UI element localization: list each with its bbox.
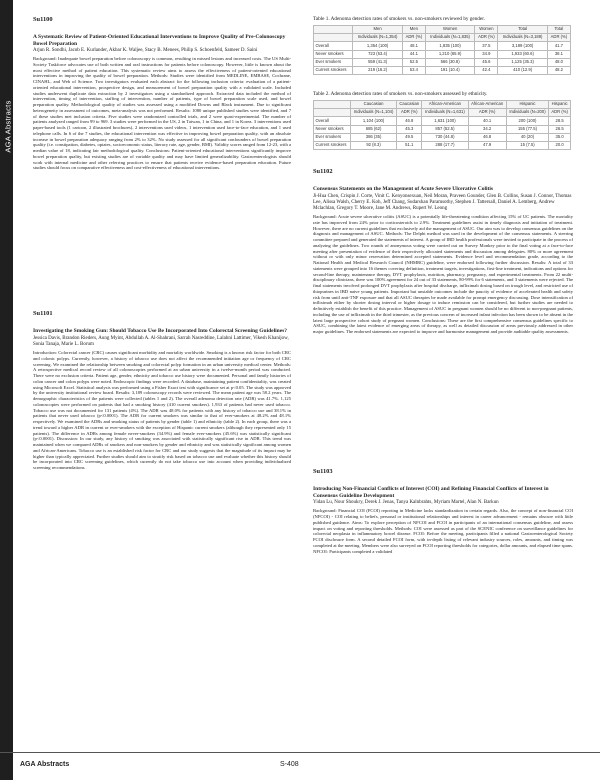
table-header-cell: Hispanic xyxy=(506,101,549,109)
table-header-cell: Men xyxy=(402,26,425,34)
table-header-cell xyxy=(314,109,351,117)
table-cell: Ever smokers xyxy=(314,133,351,141)
table-row xyxy=(314,125,571,133)
table-cell: 857 (52.5) xyxy=(422,125,468,133)
table-cell: Overall xyxy=(314,42,353,50)
table-cell: 41.7 xyxy=(547,42,570,50)
table-header-cell: African-American xyxy=(422,101,468,109)
table-cell: Overall xyxy=(314,117,351,125)
table-cell: 52.5 xyxy=(402,58,425,66)
table-row xyxy=(314,117,571,125)
page-footer xyxy=(0,752,600,781)
table-cell: 45.3 xyxy=(397,125,422,133)
table-2 xyxy=(313,100,571,150)
table-cell: Current smokers xyxy=(314,141,351,149)
table-cell: 53.4 xyxy=(402,66,425,74)
table-row xyxy=(314,141,571,149)
table-cell: 51.1 xyxy=(397,141,422,149)
table-header-cell: Individuals (N=3,189) xyxy=(498,34,547,42)
table-header-cell: Individuals (N=200) xyxy=(506,109,549,117)
table-cell: 48.2 xyxy=(547,66,570,74)
table-header-cell: ADR (%) xyxy=(549,109,571,117)
table-cell: 1,104 (100) xyxy=(350,117,396,125)
table-header-cell: Total xyxy=(498,26,547,34)
table-cell: 45.6 xyxy=(475,58,498,66)
table-1 xyxy=(313,25,571,75)
table-cell: 47.9 xyxy=(468,141,506,149)
table-cell: 410 (12.9) xyxy=(498,66,547,74)
abstract-title: A Systematic Review of Patient-Oriented Educational Interventions to Improve Quality of Pre-Colonoscopy Bowel Preparation xyxy=(33,34,286,47)
table-row xyxy=(314,66,571,74)
table-header-cell: Women xyxy=(425,26,474,34)
table-header-cell: Individuals (N=1,631) xyxy=(422,109,468,117)
table-header-cell: Individuals (N=1,354) xyxy=(353,34,402,42)
table-subheader-row xyxy=(314,34,571,42)
table-cell: Never smokers xyxy=(314,50,353,58)
table-cell: 34.2 xyxy=(468,125,506,133)
abstract-body: Introduction: Colorectal cancer (CRC) causes significant morbidity and mortality worldwide. Smoking is a known risk factor for both CRC and colonic polyps. Currently, however, a history of tobacco use does not affect the recommended initiation age or frequency of CRC screening. We examined the relationship between smoking and colorectal polyp formation in an urban university medical center. Methods: A retrospective medical record review of all colonoscopies performed at an urban university in a twelve-month period was conducted. There were no exclusion criteria. Patient age, gender, ethnicity and tobacco use history were documented. Personal and family histories of colon cancer and colon polyps were noted. Endoscopic findings were recorded. A database, maintaining patient confidentiality, was created using Microsoft Excel. Statistical analysis was performed using a Fisher Exact test with significance set at p<0.05. The study was approved by the university institutional review board. Results: 3,189 colonoscopy records were reviewed. The mean patient age was 58.2 years. The demographic characteristics of the patients were collected (tables 1 and 2). The overall adenoma detection rate (ADR) was 41.7%. 1,125 colonoscopies were performed on patients that had a smoking history (410 current smokers). 1,933 of patients had never used tobacco. Tobacco use was not documented for 131 patients (4%). The ADR was 48.0% for patients with any history of tobacco use and 38.1% in patients that never used tobacco (p<0.0001). The ADR for current smokers was similar to that of ever-smokers at 48.2% and 48.1% respectively. We examined the ADRs and smoking status of patients by gender (table 1) and ethnicity (table 2). In each group, there was a trend toward a higher ADR in current or ever-smokers with the exception of Hispanic current smokers (although they represented only 15 patients). The difference in ADRs among female never-smokers (34.9%) and female ever-smokers (45.6%) was statistically significant (p<0.0001). Discussion: In our study, any history of smoking was associated with statistically significant rise in ADR. This trend was maintained when we compared ADRs of smokers and non-smokers by gender and ethnicity and was statistically significant among women and African-Americans. Tobacco use is an established risk factor for CRC and our study suggests that the magnitude of its impact may be higher than typically appreciated. Further studies should aim to stratify risk based on tobacco use and evaluate whether this history should be incorporated into CRC screening guidelines, which currently do not take tobacco use into account when providing individualized screening recommendations. xyxy=(33,350,291,471)
abstract-body: Background: Inadequate bowel preparation before colonoscopy is common, resulting in missed lesions and increased costs. The US Multi-Society Taskforce advocates use of both written and oral instructions for patients before colonoscopy. However, little is known about the most effective method of patient education. This systematic review aims to assess the effectiveness of patient-oriented educational interventions in improving the quality of bowel preparation. Methods: Studies were identified from MEDLINE, EMBASE, Cochrane, CINAHL, and Web of Science. Two investigators evaluated each abstract for the following inclusion criteria: evaluation of a patient-oriented educational intervention, prospective design, and measurement of bowel preparation quality with a validated scale. Included studies underwent duplicate data extraction by 2 investigators using a standardized approach. Extracted data included the method of intervention, timing of intervention, staffing of intervention, number of patients, type of bowel preparation scale used, and bowel preparation quality. Methodological quality of studies was assessed using a modified Downs and Black instrument. Due to significant heterogeneity in assessment of outcomes, meta-analysis was not performed. Results: 1080 unique published studies were identified, and 7 of these studies met inclusion criteria. Five studies were randomized controlled trials, and 2 were quasi-experimental. The number of patients analyzed ranged from 99 to 969. 3 studies were performed in the US, 2 in Taiwan, 1 in China, and 1 in Korea. 3 interventions used paper-based tools (1 cartoon, 2 illustrated brochures), 2 interventions used videos, 1 intervention used face-to-face education, and 1 used telephone calls. In 6 of the 7 studies, the educational intervention was effective in improving bowel preparation quality, with an absolute increase in bowel preparation adequacy ranging from 2% to 32%. No study assessed for all significant confounders of bowel preparation quality (i.e. constipation, diabetes, opiates, socioeconomic status, literacy rate, age, gender, BMI). Validity scores ranged from 12-23, with a median value of 18, indicating fair methodological quality. Conclusions: Patient-oriented educational interventions significantly improve bowel preparation quality, but existing studies are of variable quality and may have limited generalizability. Gastroenterologists should work with internal medicine and other referring practices to ensure that patients receive evidence-based preparation education. Future studies should focus on comparative effectiveness and cost-effectiveness of educational interventions. xyxy=(33,56,291,171)
table-header-cell: ADR (%) xyxy=(402,34,425,42)
table-cell: 1,933 (60.6) xyxy=(498,50,547,58)
table-cell: 48.0 xyxy=(547,58,570,66)
table-header-cell: ADR (%) xyxy=(397,109,422,117)
table-header-cell: Individuals (N=1,835) xyxy=(425,34,474,42)
abstract-authors: Jessica Davis, Brandon Rieders, Aung Myint, Abdullah A. Al-Shahrani, Sarrah Nasreddine, Lalahni Lattimer, Vikesh Khanijow, Sonia Tanaja, Marie L. Borum xyxy=(33,335,289,347)
table-cell: 40.1 xyxy=(468,117,506,125)
table-cell: 1,835 (100) xyxy=(425,42,474,50)
table-cell: 44.1 xyxy=(402,50,425,58)
table-cell: 26.5 xyxy=(549,125,571,133)
table-header-cell: ADR (%) xyxy=(547,34,570,42)
table-header-cell: Men xyxy=(353,26,402,34)
footer-journal: AGA Abstracts xyxy=(20,761,70,768)
abstract-id: Su1103 xyxy=(313,468,333,476)
table-cell: 46.8 xyxy=(397,117,422,125)
table-cell: 191 (10.4) xyxy=(425,66,474,74)
table-cell: 34.9 xyxy=(475,50,498,58)
sidebar xyxy=(0,0,13,780)
table-cell: 386 (35) xyxy=(350,133,396,141)
table-cell: 200 (100) xyxy=(506,117,549,125)
abstract-id: Su1100 xyxy=(33,16,53,23)
table-cell: 1,210 (65.9) xyxy=(425,50,474,58)
abstract-authors: Arjun R. Sondhi, Jacob E. Kurlander, Akbar K. Waljee, Stacy B. Menees, Philip S. Schoenfeld, Sameer D. Saini xyxy=(33,48,258,53)
table-cell: 38.1 xyxy=(547,50,570,58)
table-cell: 46.8 xyxy=(468,133,506,141)
table-header-cell: African-American xyxy=(468,101,506,109)
table-row xyxy=(314,42,571,50)
table-cell: 35.0 xyxy=(549,133,571,141)
table-cell: 723 (53.4) xyxy=(353,50,402,58)
table-row xyxy=(314,133,571,141)
right-column xyxy=(313,16,573,620)
sidebar-label: AGA Abstracts xyxy=(3,100,13,153)
table-cell: 49.5 xyxy=(397,133,422,141)
table-cell: 15 (7.5) xyxy=(506,141,549,149)
table-cell: 1,354 (100) xyxy=(353,42,402,50)
table-cell: 20.0 xyxy=(549,141,571,149)
abstract-authors: Ji-Hua Chen, Crispin J. Corte, Vinit C. Kenyonsexuan, Neil Moran, Praveen Gounder, Glen B. Collins, Susan J. Connor, Thomas Lee, Alissa Walsh, Cherry E. Koh, Jeff Chang, Sudarshan Paramsothy, Stephen J. Tattersall, Daniel A. Lemberg, Andrew Mclachlan, Gregory T. Moore, Jane M. Andrews, Rupert W. Leong xyxy=(313,193,572,211)
table-header-cell: Women xyxy=(475,26,498,34)
table-cell: 48.1 xyxy=(402,42,425,50)
table-header-cell: Caucasian xyxy=(397,101,422,109)
table-cell: Current smokers xyxy=(314,66,353,74)
table-cell: 1,631 (100) xyxy=(422,117,468,125)
table-cell: 730 (44.8) xyxy=(422,133,468,141)
table-header-row xyxy=(314,26,571,34)
table-cell: 37.5 xyxy=(475,42,498,50)
abstract-body: Background: Acute severe ulcerative colitis (ASUC) is a potentially life-threatening condition affecting 15% of UC patients. The mortality rate has improved from 24% prior to corticosteroids to 2.9%. Treatment guidelines assist in timely diagnosis and initiation of treatment. However, there are no current guidelines that exclusively aid the management of ASUC. Our aim was to develop consensus guidelines on the diagnosis and management of ASUC. Methods: The Delphi method was used in the development of the consensus statements. A steering committee prepared and generated the statements of interest. A group of IBD health professionals were invited to participate in the process of analyzing the guidelines. Two rounds of anonymous voting were carried out on Survey Monkey prior to the final voting at a face-to-face meeting after presentation of evidence of their respectively allocated statements and discussion among delegates. 80% or more agreement without or with only minor reservation determined accepted statements. Evidence level and recommendation grade, according to the National Health and Medical Research Council (NHMRC) guideline, were endorsed following further discussion. Results: A total of 33 statements were grouped into 16 themes covering definition, treatment targets, investigations, first-line treatment, indications and options for second-line therapy, maintenance therapy, DVT prophylaxis, nutrition, pharmacy, pregnancy, and experimental treatments. From 22 multi-disciplinary clinicians, there was 100% agreement for 24 out of 33 statements, 80-99% for 6 statements, and 3 statements were rejected. The final statements involved prolonged DVT prophylaxis after hospital discharge, infliximab dosing based on trough level, and restricted use of thiopurines in IBD naive young patients. Important but unstable outcomes include the paucity of evidence of accelerated health and safety risk from until anti-TNF exposure and that all ASUC therapies be made available for prompt emergency discussing. Dose intensification of infliximab either by shorter dosing interval or higher dosage to induce remission can be considered, but further studies are needed to definitively establish the benefit of this practice. Management of ASUC in pregnant women should be no different to non-pregnant patients, including the use of infliximab in the third trimester, as the previous concern of increased infant infection has been shown to be absent in the latest large prospective cohort study of pregnant women. Conclusions: These are the first comprehensive consensus guidelines specific to ASUC, combining the latest evidence of emerging areas of therapy, as well as detailed discussion of areas previously addressed in other major guidelines. The endorsed statements are expected to improve and harmonise management and provide auditable quality assessments. xyxy=(313,214,573,335)
table-header-cell: ADR (%) xyxy=(475,34,498,42)
footer-page-number: S-408 xyxy=(280,761,299,768)
table-caption: Table 1. Adenoma detection rates of smokers vs. non-smokers reviewed by gender. xyxy=(313,16,485,22)
table-header-cell: Individuals (N=1,104) xyxy=(350,109,396,117)
table-cell: 28.5 xyxy=(549,117,571,125)
table-header-cell: Caucasian xyxy=(350,101,396,109)
table-row xyxy=(314,58,571,66)
table-cell: 155 (77.5) xyxy=(506,125,549,133)
abstract-title: Introducing Non-Financial Conflicts of Interest (COI) and Refining Financial Conflicts of Interest in Consensus Guideline Development xyxy=(313,486,549,499)
table-cell: 219 (16.2) xyxy=(353,66,402,74)
table-cell: 559 (41.3) xyxy=(353,58,402,66)
table-cell: 42.4 xyxy=(475,66,498,74)
abstract-id: Su1102 xyxy=(313,168,333,176)
table-caption: Table 2. Adenoma detection rates of smokers vs. non-smokers assessed by ethnicity. xyxy=(313,91,488,98)
table-cell: 685 (62) xyxy=(350,125,396,133)
table-header-cell xyxy=(314,101,351,109)
table-header-cell xyxy=(314,26,353,34)
table-cell: 3,189 (100) xyxy=(498,42,547,50)
table-cell: 92 (8.3) xyxy=(350,141,396,149)
table-subheader-row xyxy=(314,109,571,117)
abstract-body: Background: Financial COI (FCOI) reporting in Medicine lacks standardization in certain regards. Also, the concept of non-financial COI (NFCOI) - COI relating to beliefs, personal or institutional relationships and interest in career advancement - remains obscure with little published guidance. Aims: To explore perception of NFCOI and FCOI in participants of an international consensus guideline, and assess impact on voting and reporting thresholds. Methods: COI were assessed as part of the SCENIC conference on surveillance guidelines for colorectal neoplasia in inflammatory bowel disease. FCOI: Before the meeting, participants filled a national Gastroenterological Society FCOI disclosure form. A second detailed FCOI form, with in-depth listing of relevant industry sources, roles, amounts, and timing was completed at the meeting. Members were also surveyed on FCOI reporting thresholds for categories, dollar amounts, and elapsed time spans. NFCOI: Participants completed a validated xyxy=(313,508,573,554)
table-row xyxy=(314,50,571,58)
table-cell: 40 (20) xyxy=(506,133,549,141)
abstract-id: Su1101 xyxy=(33,310,53,318)
table-cell: 566 (30.8) xyxy=(425,58,474,66)
table-header-cell: Total xyxy=(547,26,570,34)
table-cell: 288 (17.7) xyxy=(422,141,468,149)
table-cell: Ever smokers xyxy=(314,58,353,66)
abstract-title: Investigating the Smoking Gun: Should Tobacco Use Be Incorporated Into Colorectal Screening Guidelines? xyxy=(33,328,288,335)
table-cell: 1,125 (35.3) xyxy=(498,58,547,66)
abstract-title: Consensus Statements on the Management of Acute Severe Ulcerative Colitis xyxy=(313,186,493,193)
table-header-cell: ADR (%) xyxy=(468,109,506,117)
table-header-row xyxy=(314,101,571,109)
table-header-cell xyxy=(314,34,353,42)
abstract-authors: Yidan Lu, Nour Shoukry, Derek J. Jenas, Tanya Kalnbrahts, Myriam Martel, Alan N. Barkun xyxy=(313,500,499,506)
table-cell: Never smokers xyxy=(314,125,351,133)
table-header-cell: Hispanic xyxy=(549,101,571,109)
left-column xyxy=(33,16,291,718)
